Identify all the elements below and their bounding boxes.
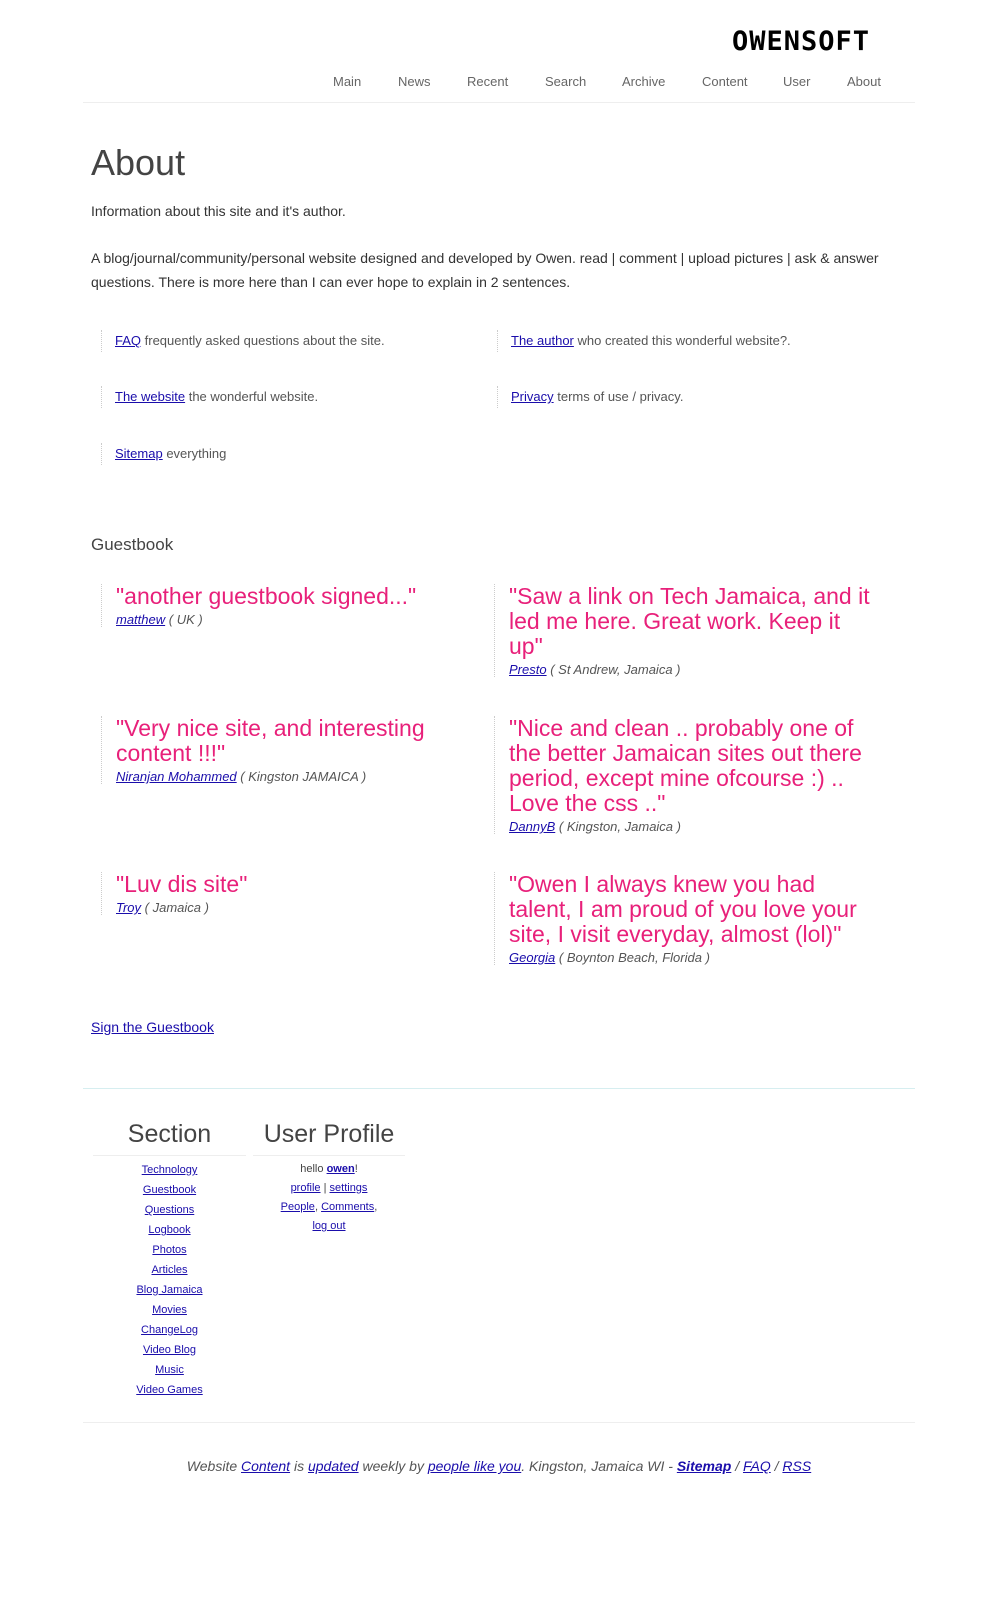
guestbook-entry: [101, 584, 481, 627]
guestbook-heading: Guestbook: [91, 535, 174, 554]
people-link[interactable]: People: [280, 1201, 315, 1213]
footer-people-link[interactable]: people like you: [427, 1458, 522, 1474]
content-divider: [83, 1088, 915, 1089]
faq-link[interactable]: FAQ: [115, 333, 142, 348]
section-item: [93, 1360, 246, 1380]
guestbook-entry: [494, 872, 874, 965]
section-link-video-games[interactable]: Video Games: [136, 1384, 203, 1396]
footer-text: Website: [186, 1458, 238, 1474]
guestbook-quote: "another guestbook signed...": [116, 583, 417, 609]
footer-sitemap-link[interactable]: Sitemap: [676, 1458, 732, 1474]
footer-separator: /: [774, 1458, 779, 1474]
footer-content-link[interactable]: Content: [241, 1458, 291, 1474]
hello-text: hello: [300, 1163, 324, 1175]
section-column: [93, 1120, 246, 1400]
comma: ,: [314, 1201, 318, 1213]
footer-separator: /: [735, 1458, 740, 1474]
guestbook-entry: [494, 716, 874, 834]
footer-text: is: [293, 1458, 305, 1474]
section-title: Section: [93, 1120, 246, 1156]
privacy-link[interactable]: Privacy: [511, 389, 554, 404]
profile-settings-line: [253, 1179, 405, 1198]
guestbook-location: ( UK ): [168, 612, 203, 627]
guestbook-author-link[interactable]: matthew: [116, 612, 166, 627]
exclaim-text: !: [354, 1163, 358, 1175]
guestbook-location: ( Jamaica ): [144, 900, 209, 915]
header-divider: [83, 102, 915, 103]
section-link-blog-jamaica[interactable]: Blog Jamaica: [136, 1284, 203, 1296]
guestbook-meta: [116, 900, 481, 915]
website-link-desc: the wonderful website.: [188, 389, 319, 404]
section-link-guestbook[interactable]: Guestbook: [142, 1184, 197, 1196]
user-profile-title: User Profile: [253, 1120, 405, 1156]
logout-link[interactable]: log out: [312, 1220, 346, 1232]
section-item: [93, 1280, 246, 1300]
about-description: A blog/journal/community/personal website designed and developed by Owen. read | comment | upload pictures | ask & answer questions. There is more here than I can ever hope to explain in 2 sentences.: [91, 250, 879, 290]
guestbook-meta: [509, 819, 874, 834]
section-link-questions[interactable]: Questions: [144, 1204, 195, 1216]
about-link-sitemap: [101, 443, 226, 465]
section-item: [93, 1160, 246, 1180]
guestbook-quote: "Saw a link on Tech Jamaica, and it led me here. Great work. Keep it up": [509, 583, 870, 659]
guestbook-quote: "Luv dis site": [116, 871, 248, 897]
author-link[interactable]: The author: [511, 333, 574, 348]
guestbook-location: ( St Andrew, Jamaica ): [550, 662, 681, 677]
about-link-privacy: [497, 386, 683, 408]
guestbook-author-link[interactable]: DannyB: [509, 819, 556, 834]
footer-rss-link[interactable]: RSS: [782, 1458, 812, 1474]
guestbook-entry: [101, 716, 481, 784]
comments-link[interactable]: Comments: [321, 1201, 375, 1213]
nav-news[interactable]: News: [398, 74, 431, 89]
section-link-movies[interactable]: Movies: [152, 1304, 187, 1316]
section-item: [93, 1180, 246, 1200]
guestbook-author-link[interactable]: Presto: [509, 662, 547, 677]
section-link-music[interactable]: Music: [155, 1364, 184, 1376]
user-profile-body: [253, 1160, 405, 1236]
section-item: [93, 1200, 246, 1220]
footer-text: . Kingston, Jamaica WI -: [521, 1458, 673, 1474]
profile-logout-line: [253, 1217, 405, 1236]
guestbook-entry: [494, 584, 874, 677]
guestbook-meta: [116, 612, 481, 627]
nav-search[interactable]: Search: [545, 74, 587, 89]
nav-about[interactable]: About: [847, 74, 881, 89]
guestbook-location: ( Kingston JAMAICA ): [240, 769, 367, 784]
section-link-logbook[interactable]: Logbook: [148, 1224, 191, 1236]
sign-guestbook-link[interactable]: Sign the Guestbook: [91, 1019, 214, 1035]
separator: |: [323, 1182, 327, 1194]
section-item: [93, 1380, 246, 1400]
guestbook-meta: [509, 950, 874, 965]
about-link-faq: [101, 330, 385, 352]
comma: ,: [374, 1201, 378, 1213]
footer: [0, 1458, 998, 1474]
section-link-changelog[interactable]: ChangeLog: [141, 1324, 198, 1336]
guestbook-meta: [509, 662, 874, 677]
footer-updated-link[interactable]: updated: [307, 1458, 359, 1474]
guestbook-location: ( Boynton Beach, Florida ): [558, 950, 710, 965]
guestbook-author-link[interactable]: Troy: [116, 900, 142, 915]
settings-link[interactable]: settings: [329, 1182, 368, 1194]
faq-link-desc: frequently asked questions about the site.: [144, 333, 385, 348]
guestbook-author-link[interactable]: Niranjan Mohammed: [116, 769, 237, 784]
section-link-video-blog[interactable]: Video Blog: [142, 1344, 196, 1356]
nav-recent[interactable]: Recent: [467, 74, 509, 89]
guestbook-author-link[interactable]: Georgia: [509, 950, 556, 965]
site-logo[interactable]: OWENSOFT: [732, 26, 871, 57]
guestbook-quote: "Very nice site, and interesting content !!!": [116, 715, 425, 766]
section-item: [93, 1300, 246, 1320]
sitemap-link[interactable]: Sitemap: [115, 446, 163, 461]
section-item: [93, 1220, 246, 1240]
author-link-desc: who created this wonderful website?.: [577, 333, 791, 348]
section-link-photos[interactable]: Photos: [152, 1244, 187, 1256]
section-list: [93, 1160, 246, 1400]
page-title: About: [91, 142, 186, 183]
footer-faq-link[interactable]: FAQ: [742, 1458, 771, 1474]
footer-divider: [83, 1422, 915, 1423]
footer-text: weekly by: [362, 1458, 424, 1474]
profile-community-line: [253, 1198, 405, 1217]
about-link-author: [497, 330, 791, 352]
guestbook-location: ( Kingston, Jamaica ): [558, 819, 681, 834]
guestbook-quote: "Nice and clean .. probably one of the better Jamaican sites out there period, except mine ofcourse :) .. Love the css ..": [509, 715, 862, 816]
nav-user[interactable]: User: [783, 74, 811, 89]
guestbook-quote: "Owen I always knew you had talent, I am proud of you love your site, I visit everyday, almost (lol)": [509, 871, 857, 947]
sitemap-link-desc: everything: [166, 446, 227, 461]
section-link-articles[interactable]: Articles: [151, 1264, 188, 1276]
section-link-technology[interactable]: Technology: [141, 1164, 198, 1176]
about-link-website: [101, 386, 318, 408]
privacy-link-desc: terms of use / privacy.: [557, 389, 684, 404]
top-nav: [0, 74, 998, 94]
guestbook-entry: [101, 872, 481, 915]
user-profile-column: [253, 1120, 405, 1236]
about-intro: Information about this site and it's author.: [91, 203, 346, 219]
guestbook-meta: [116, 769, 481, 784]
section-item: [93, 1260, 246, 1280]
profile-greeting: [253, 1160, 405, 1179]
username-link[interactable]: owen: [326, 1163, 355, 1175]
nav-main[interactable]: Main: [333, 74, 362, 89]
section-item: [93, 1340, 246, 1360]
nav-content[interactable]: Content: [702, 74, 748, 89]
profile-link[interactable]: profile: [290, 1182, 321, 1194]
website-link[interactable]: The website: [115, 389, 186, 404]
nav-archive[interactable]: Archive: [622, 74, 666, 89]
section-item: [93, 1240, 246, 1260]
section-item: [93, 1320, 246, 1340]
